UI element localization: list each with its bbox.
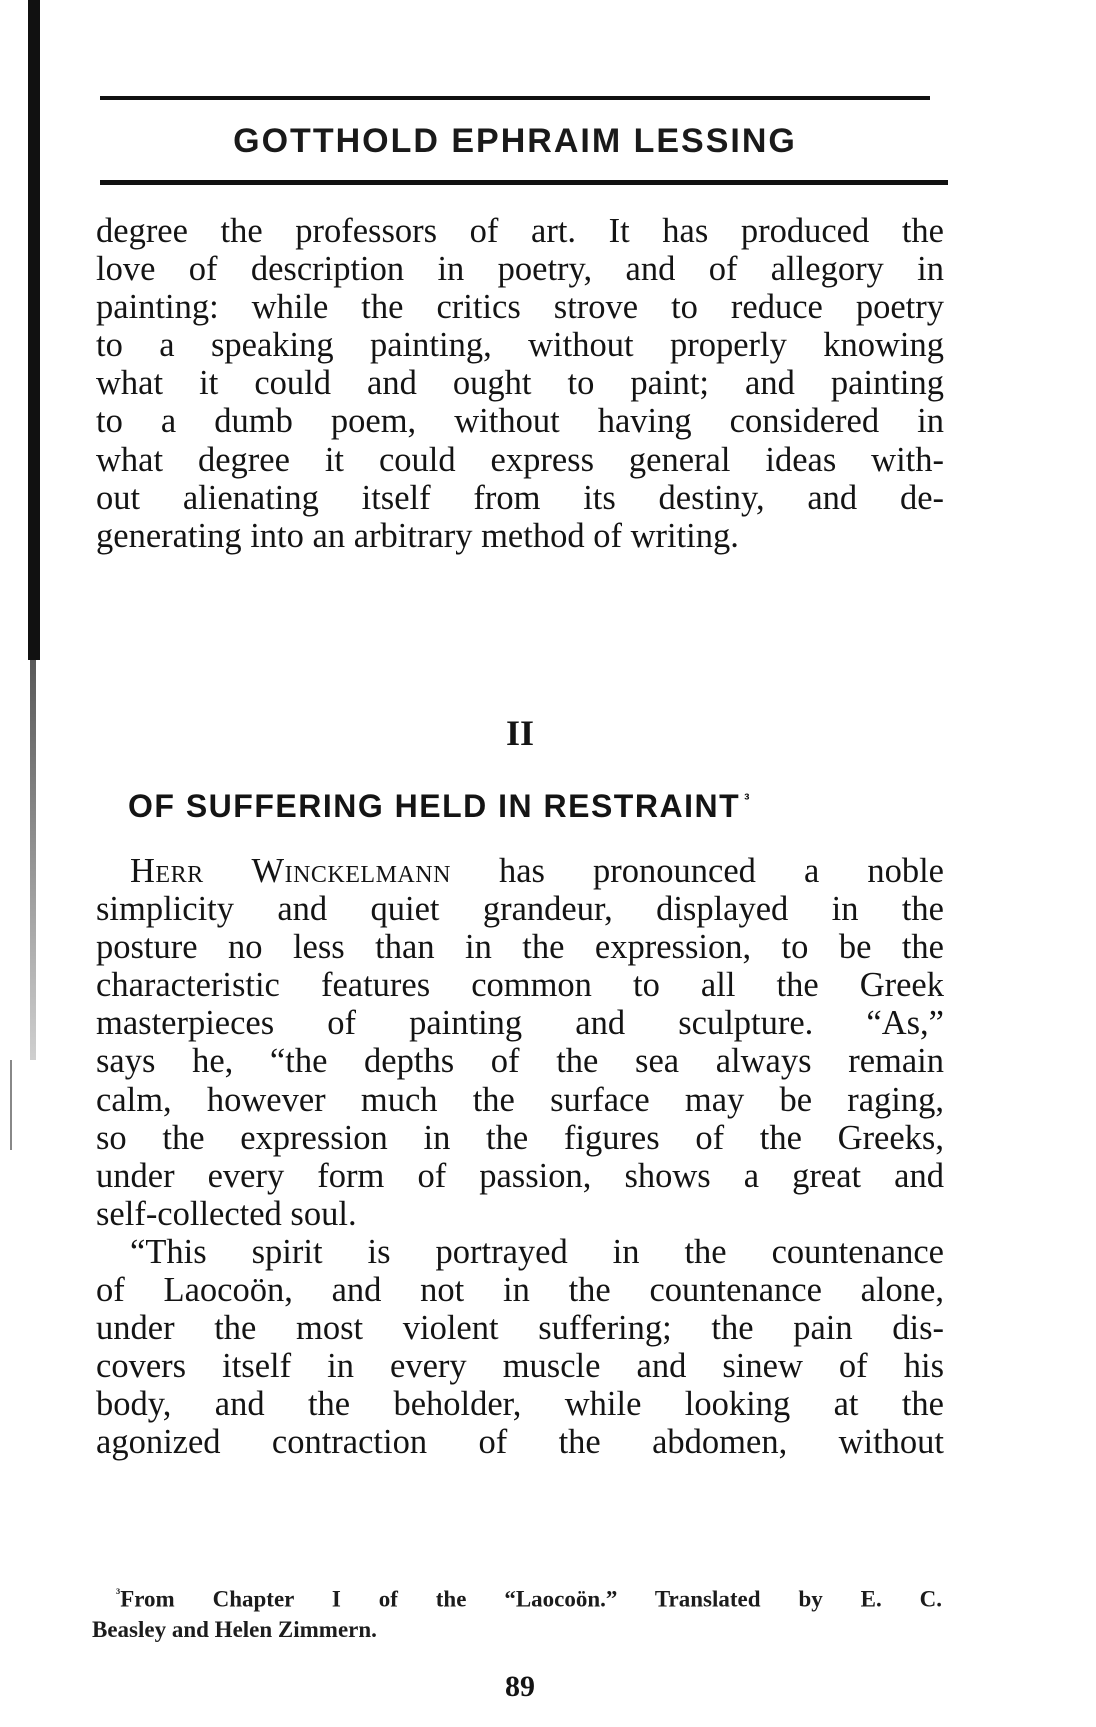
binding-shadow bbox=[28, 0, 40, 660]
running-head: GOTTHOLD EPHRAIM LESSING bbox=[233, 122, 797, 160]
text-line: calm, however much the surface may be raging, bbox=[96, 1080, 944, 1119]
text-line: love of description in poetry, and of allegory in bbox=[96, 250, 944, 289]
section-body bbox=[96, 852, 944, 1462]
footnote-line: Beasley and Helen Zimmern. bbox=[92, 1616, 377, 1642]
text-line: of Laocoön, and not in the countenance alone, bbox=[96, 1271, 944, 1310]
footnote-marker: ³ bbox=[116, 1587, 121, 1602]
text-line: degree the professors of art. It has produced the bbox=[96, 212, 944, 250]
text-line: “This spirit is portrayed in the countenance bbox=[130, 1232, 944, 1271]
first-line-rest: has pronounced a noble bbox=[450, 852, 944, 890]
text-line: covers itself in every muscle and sinew of his bbox=[96, 1347, 944, 1386]
text-line: what degree it could express general ideas with- bbox=[96, 440, 944, 479]
text-line: generating into an arbitrary method of writing. bbox=[96, 516, 739, 555]
text-line: body, and the beholder, while looking at the bbox=[96, 1385, 944, 1424]
page-number: 89 bbox=[505, 1670, 535, 1703]
text-line: to a dumb poem, without having considered in bbox=[96, 402, 944, 441]
text-line: under the most violent suffering; the pain dis- bbox=[96, 1309, 944, 1348]
text-line bbox=[96, 852, 944, 890]
text-line: to a speaking painting, without properly knowing bbox=[96, 326, 944, 365]
section-title bbox=[128, 788, 948, 825]
text-line: out alienating itself from its destiny, and de- bbox=[96, 478, 944, 517]
text-line: under every form of passion, shows a great and bbox=[96, 1156, 944, 1195]
section-number: II bbox=[505, 713, 535, 753]
text-line: posture no less than in the expression, to be the bbox=[96, 928, 944, 967]
header-rule-top bbox=[100, 96, 930, 100]
header-rule-bottom bbox=[100, 180, 948, 185]
opening-paragraph bbox=[96, 212, 944, 555]
section-title-text: OF SUFFERING HELD IN RESTRAINT bbox=[128, 788, 741, 824]
footnote-text: From Chapter I of the “Laocoön.” Translated by E. C. bbox=[120, 1586, 942, 1612]
text-line: says he, “the depths of the sea always remain bbox=[96, 1042, 944, 1081]
text-line: so the expression in the figures of the Greeks, bbox=[96, 1118, 944, 1157]
binding-mark bbox=[10, 1060, 12, 1150]
section-footnote-marker: ³ bbox=[744, 792, 751, 810]
text-line: agonized contraction of the abdomen, without bbox=[96, 1423, 944, 1462]
text-line: painting: while the critics strove to reduce poetry bbox=[96, 288, 944, 327]
footnote bbox=[92, 1580, 942, 1645]
text-line: simplicity and quiet grandeur, displayed in the bbox=[96, 890, 944, 929]
text-line: what it could and ought to paint; and painting bbox=[96, 364, 944, 403]
text-line: characteristic features common to all the Greek bbox=[96, 966, 944, 1005]
text-line: self-collected soul. bbox=[96, 1194, 357, 1233]
lead-name: Herr Winckelmann bbox=[130, 852, 451, 890]
text-line: masterpieces of painting and sculpture. “As,” bbox=[96, 1004, 944, 1043]
footnote-line bbox=[92, 1580, 942, 1615]
